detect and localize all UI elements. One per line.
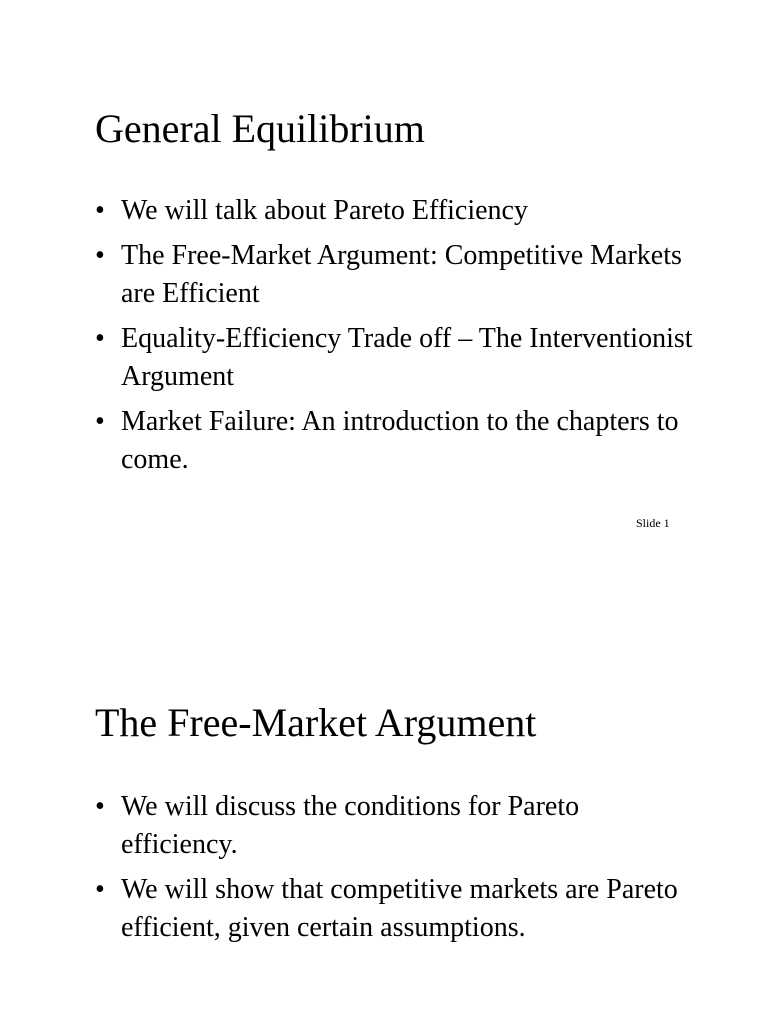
slide-title: General Equilibrium — [95, 106, 425, 151]
bullet-icon: • — [95, 195, 105, 226]
bullet-list — [95, 788, 695, 954]
bullet-text: The Free-Market Argument: Competitive Markets are Efficient — [121, 240, 682, 309]
list-item — [95, 788, 695, 864]
bullet-icon: • — [95, 791, 105, 822]
list-item — [95, 192, 695, 230]
bullet-text: We will discuss the conditions for Pareto efficiency. — [121, 791, 580, 860]
list-item — [95, 403, 695, 479]
slide-title: The Free-Market Argument — [95, 700, 537, 745]
bullet-icon: • — [95, 874, 105, 905]
bullet-icon: • — [95, 240, 105, 271]
list-item — [95, 320, 695, 396]
slide-number: Slide 1 — [636, 516, 670, 530]
list-item — [95, 871, 695, 947]
bullet-text: We will talk about Pareto Efficiency — [121, 195, 528, 226]
bullet-text: We will show that competitive markets are Pareto efficient, given certain assumptions. — [121, 874, 678, 943]
bullet-list — [95, 192, 695, 486]
bullet-text: Equality-Efficiency Trade off – The Interventionist Argument — [121, 323, 693, 392]
bullet-text: Market Failure: An introduction to the chapters to come. — [121, 406, 679, 475]
bullet-icon: • — [95, 406, 105, 437]
slide-2 — [0, 640, 768, 1024]
bullet-icon: • — [95, 323, 105, 354]
list-item — [95, 237, 695, 313]
